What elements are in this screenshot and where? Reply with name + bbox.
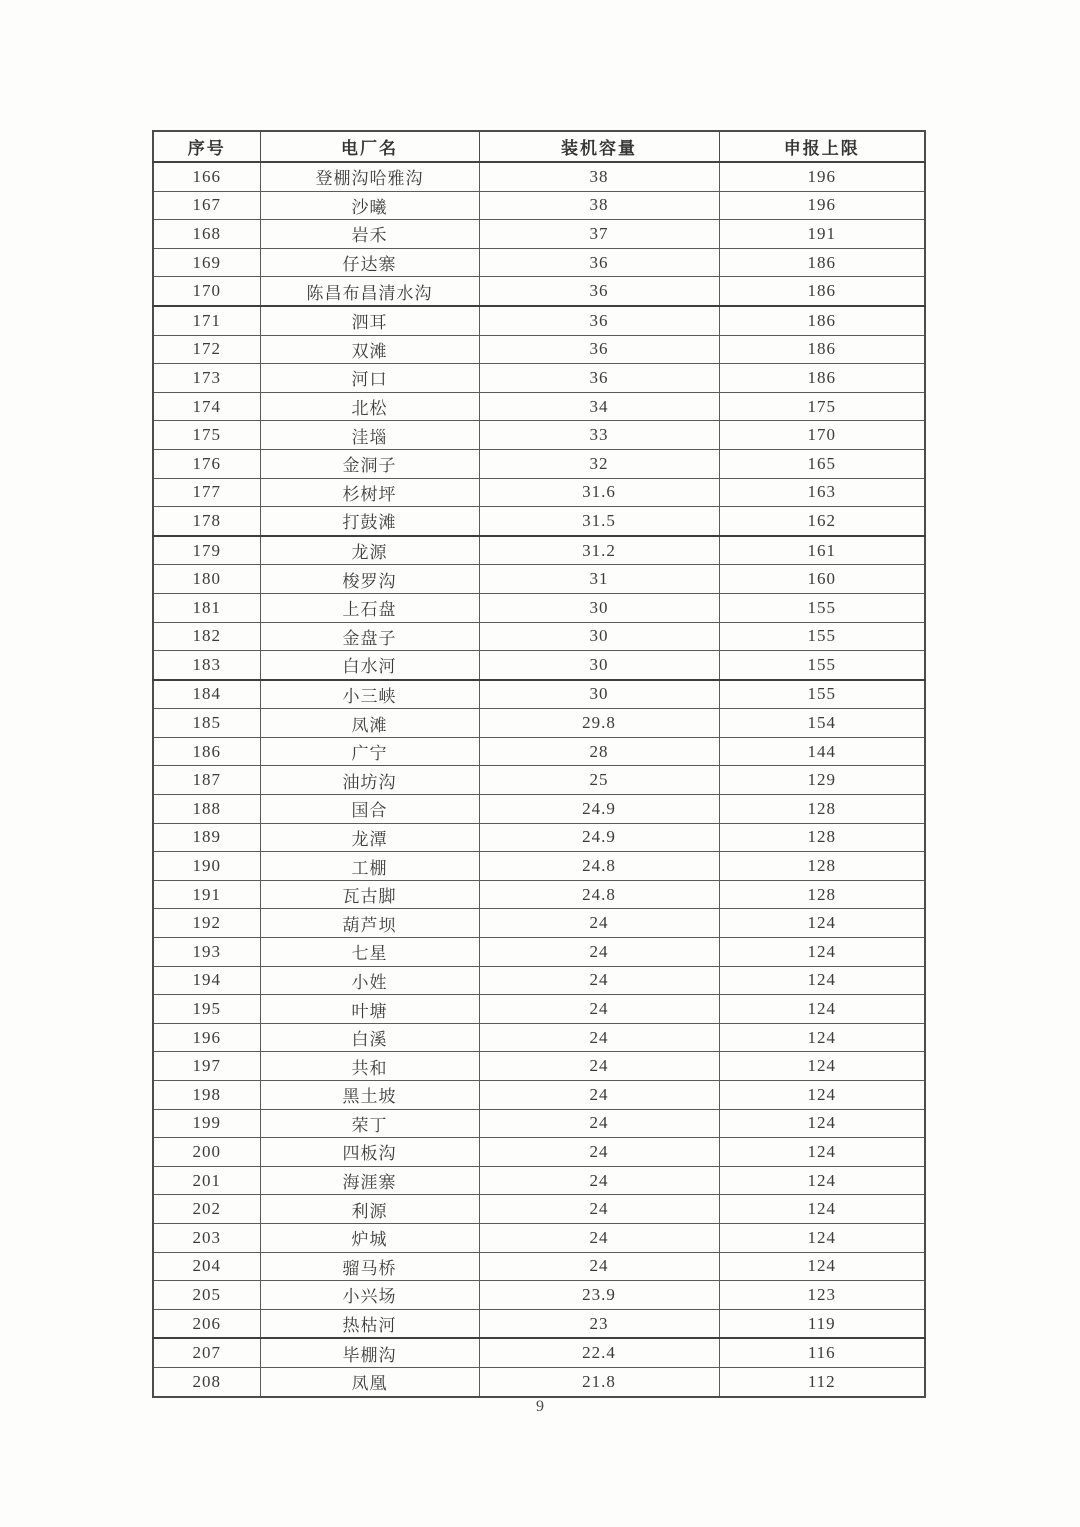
- cell-index: 205: [153, 1281, 260, 1310]
- cell-installed-capacity: 24.8: [479, 880, 719, 909]
- cell-plant-name: 登棚沟哈雅沟: [260, 162, 479, 191]
- cell-index: 187: [153, 766, 260, 795]
- cell-plant-name: 洼堖: [260, 421, 479, 450]
- cell-index: 177: [153, 478, 260, 507]
- cell-plant-name: 沙曦: [260, 191, 479, 220]
- cell-index: 188: [153, 795, 260, 824]
- cell-installed-capacity: 24.8: [479, 852, 719, 881]
- cell-plant-name: 北松: [260, 392, 479, 421]
- cell-index: 203: [153, 1223, 260, 1252]
- cell-plant-name: 龙潭: [260, 823, 479, 852]
- cell-bid-upper-limit: 186: [719, 364, 925, 393]
- cell-installed-capacity: 36: [479, 306, 719, 335]
- cell-installed-capacity: 36: [479, 248, 719, 277]
- cell-index: 176: [153, 449, 260, 478]
- table-header: [153, 131, 925, 162]
- table-row: [153, 966, 925, 995]
- page-number: 9: [536, 1398, 544, 1415]
- cell-installed-capacity: 24.9: [479, 823, 719, 852]
- cell-index: 198: [153, 1081, 260, 1110]
- table-row: [153, 1052, 925, 1081]
- cell-bid-upper-limit: 161: [719, 536, 925, 565]
- cell-index: 183: [153, 651, 260, 680]
- cell-index: 189: [153, 823, 260, 852]
- table-row: [153, 1166, 925, 1195]
- cell-bid-upper-limit: 154: [719, 709, 925, 738]
- cell-installed-capacity: 29.8: [479, 709, 719, 738]
- cell-plant-name: 凤凰: [260, 1367, 479, 1396]
- table-body: [153, 162, 925, 1397]
- table-row: [153, 1109, 925, 1138]
- table-row: [153, 1138, 925, 1167]
- cell-index: 186: [153, 737, 260, 766]
- cell-plant-name: 金盘子: [260, 622, 479, 651]
- cell-bid-upper-limit: 123: [719, 1281, 925, 1310]
- cell-plant-name: 国合: [260, 795, 479, 824]
- cell-index: 173: [153, 364, 260, 393]
- cell-plant-name: 陈昌布昌清水沟: [260, 277, 479, 306]
- table-row: [153, 651, 925, 680]
- cell-index: 175: [153, 421, 260, 450]
- cell-plant-name: 共和: [260, 1052, 479, 1081]
- cell-installed-capacity: 31.2: [479, 536, 719, 565]
- cell-plant-name: 金洞子: [260, 449, 479, 478]
- cell-plant-name: 炉城: [260, 1223, 479, 1252]
- cell-bid-upper-limit: 191: [719, 220, 925, 249]
- cell-installed-capacity: 30: [479, 593, 719, 622]
- cell-plant-name: 双滩: [260, 335, 479, 364]
- table-row: [153, 1195, 925, 1224]
- cell-plant-name: 葫芦坝: [260, 909, 479, 938]
- cell-plant-name: 毕棚沟: [260, 1338, 479, 1367]
- cell-installed-capacity: 37: [479, 220, 719, 249]
- cell-index: 196: [153, 1023, 260, 1052]
- cell-plant-name: 叶塘: [260, 995, 479, 1024]
- table-row: [153, 248, 925, 277]
- table-row: [153, 565, 925, 594]
- cell-plant-name: 利源: [260, 1195, 479, 1224]
- cell-bid-upper-limit: 124: [719, 1252, 925, 1281]
- table-row: [153, 191, 925, 220]
- power-plant-table: [152, 130, 926, 1398]
- cell-plant-name: 七星: [260, 938, 479, 967]
- table-row: [153, 680, 925, 709]
- cell-bid-upper-limit: 124: [719, 966, 925, 995]
- cell-plant-name: 四板沟: [260, 1138, 479, 1167]
- cell-installed-capacity: 28: [479, 737, 719, 766]
- cell-bid-upper-limit: 186: [719, 335, 925, 364]
- cell-plant-name: 白水河: [260, 651, 479, 680]
- cell-installed-capacity: 24: [479, 995, 719, 1024]
- cell-plant-name: 龙源: [260, 536, 479, 565]
- cell-installed-capacity: 24: [479, 966, 719, 995]
- table-row: [153, 478, 925, 507]
- cell-bid-upper-limit: 124: [719, 1052, 925, 1081]
- cell-index: 190: [153, 852, 260, 881]
- cell-installed-capacity: 30: [479, 622, 719, 651]
- cell-bid-upper-limit: 124: [719, 1166, 925, 1195]
- cell-index: 174: [153, 392, 260, 421]
- table-row: [153, 1309, 925, 1338]
- cell-installed-capacity: 24: [479, 1252, 719, 1281]
- cell-installed-capacity: 38: [479, 162, 719, 191]
- table-row: [153, 1023, 925, 1052]
- cell-index: 172: [153, 335, 260, 364]
- cell-installed-capacity: 23: [479, 1309, 719, 1338]
- table-row: [153, 909, 925, 938]
- cell-bid-upper-limit: 128: [719, 852, 925, 881]
- cell-bid-upper-limit: 129: [719, 766, 925, 795]
- cell-bid-upper-limit: 124: [719, 1081, 925, 1110]
- cell-installed-capacity: 24: [479, 1052, 719, 1081]
- column-header-bid-upper-limit: 申报上限: [719, 131, 925, 162]
- cell-index: 182: [153, 622, 260, 651]
- cell-index: 171: [153, 306, 260, 335]
- header-row: [153, 131, 925, 162]
- cell-plant-name: 打鼓滩: [260, 507, 479, 536]
- cell-index: 179: [153, 536, 260, 565]
- cell-plant-name: 岩禾: [260, 220, 479, 249]
- cell-bid-upper-limit: 124: [719, 1138, 925, 1167]
- table-row: [153, 277, 925, 306]
- cell-bid-upper-limit: 165: [719, 449, 925, 478]
- cell-index: 169: [153, 248, 260, 277]
- cell-bid-upper-limit: 124: [719, 1023, 925, 1052]
- cell-installed-capacity: 32: [479, 449, 719, 478]
- cell-installed-capacity: 36: [479, 335, 719, 364]
- cell-index: 168: [153, 220, 260, 249]
- cell-plant-name: 工棚: [260, 852, 479, 881]
- cell-installed-capacity: 24: [479, 938, 719, 967]
- cell-plant-name: 小兴场: [260, 1281, 479, 1310]
- cell-installed-capacity: 24.9: [479, 795, 719, 824]
- cell-index: 206: [153, 1309, 260, 1338]
- table-row: [153, 880, 925, 909]
- cell-index: 191: [153, 880, 260, 909]
- cell-plant-name: 海涯寨: [260, 1166, 479, 1195]
- cell-installed-capacity: 36: [479, 364, 719, 393]
- cell-index: 185: [153, 709, 260, 738]
- cell-plant-name: 瓦古脚: [260, 880, 479, 909]
- cell-index: 178: [153, 507, 260, 536]
- table-row: [153, 1367, 925, 1396]
- cell-plant-name: 骝马桥: [260, 1252, 479, 1281]
- table-row: [153, 593, 925, 622]
- table-row: [153, 795, 925, 824]
- cell-bid-upper-limit: 160: [719, 565, 925, 594]
- cell-plant-name: 河口: [260, 364, 479, 393]
- cell-bid-upper-limit: 196: [719, 191, 925, 220]
- cell-bid-upper-limit: 128: [719, 795, 925, 824]
- table-row: [153, 507, 925, 536]
- cell-index: 195: [153, 995, 260, 1024]
- cell-index: 193: [153, 938, 260, 967]
- cell-installed-capacity: 24: [479, 909, 719, 938]
- cell-index: 202: [153, 1195, 260, 1224]
- cell-index: 192: [153, 909, 260, 938]
- table-row: [153, 737, 925, 766]
- table-row: [153, 392, 925, 421]
- cell-index: 166: [153, 162, 260, 191]
- table-row: [153, 335, 925, 364]
- cell-installed-capacity: 22.4: [479, 1338, 719, 1367]
- cell-bid-upper-limit: 155: [719, 651, 925, 680]
- cell-index: 201: [153, 1166, 260, 1195]
- cell-index: 180: [153, 565, 260, 594]
- cell-bid-upper-limit: 155: [719, 593, 925, 622]
- table-row: [153, 1338, 925, 1367]
- cell-installed-capacity: 24: [479, 1138, 719, 1167]
- table-row: [153, 938, 925, 967]
- cell-index: 200: [153, 1138, 260, 1167]
- cell-plant-name: 凤滩: [260, 709, 479, 738]
- cell-bid-upper-limit: 112: [719, 1367, 925, 1396]
- cell-bid-upper-limit: 144: [719, 737, 925, 766]
- cell-bid-upper-limit: 124: [719, 938, 925, 967]
- cell-bid-upper-limit: 155: [719, 622, 925, 651]
- column-header-installed-capacity: 装机容量: [479, 131, 719, 162]
- cell-installed-capacity: 30: [479, 651, 719, 680]
- cell-bid-upper-limit: 124: [719, 995, 925, 1024]
- cell-installed-capacity: 21.8: [479, 1367, 719, 1396]
- cell-bid-upper-limit: 163: [719, 478, 925, 507]
- cell-installed-capacity: 34: [479, 392, 719, 421]
- cell-bid-upper-limit: 186: [719, 277, 925, 306]
- cell-installed-capacity: 31.5: [479, 507, 719, 536]
- cell-index: 197: [153, 1052, 260, 1081]
- table-row: [153, 766, 925, 795]
- table-row: [153, 220, 925, 249]
- cell-plant-name: 油坊沟: [260, 766, 479, 795]
- cell-bid-upper-limit: 124: [719, 909, 925, 938]
- cell-installed-capacity: 31.6: [479, 478, 719, 507]
- cell-bid-upper-limit: 186: [719, 248, 925, 277]
- cell-bid-upper-limit: 128: [719, 823, 925, 852]
- cell-installed-capacity: 33: [479, 421, 719, 450]
- cell-bid-upper-limit: 124: [719, 1195, 925, 1224]
- cell-index: 184: [153, 680, 260, 709]
- table-row: [153, 449, 925, 478]
- table-row: [153, 536, 925, 565]
- cell-installed-capacity: 38: [479, 191, 719, 220]
- table-row: [153, 852, 925, 881]
- cell-index: 207: [153, 1338, 260, 1367]
- cell-installed-capacity: 24: [479, 1109, 719, 1138]
- cell-installed-capacity: 23.9: [479, 1281, 719, 1310]
- table-row: [153, 1223, 925, 1252]
- cell-plant-name: 上石盘: [260, 593, 479, 622]
- cell-index: 208: [153, 1367, 260, 1396]
- cell-bid-upper-limit: 170: [719, 421, 925, 450]
- cell-installed-capacity: 24: [479, 1166, 719, 1195]
- cell-bid-upper-limit: 162: [719, 507, 925, 536]
- table-row: [153, 1081, 925, 1110]
- table-row: [153, 1252, 925, 1281]
- cell-plant-name: 杉树坪: [260, 478, 479, 507]
- cell-index: 167: [153, 191, 260, 220]
- cell-bid-upper-limit: 128: [719, 880, 925, 909]
- cell-installed-capacity: 24: [479, 1223, 719, 1252]
- cell-installed-capacity: 24: [479, 1195, 719, 1224]
- table-row: [153, 306, 925, 335]
- cell-plant-name: 黑土坡: [260, 1081, 479, 1110]
- cell-bid-upper-limit: 124: [719, 1109, 925, 1138]
- cell-index: 204: [153, 1252, 260, 1281]
- column-header-plant-name: 电厂名: [260, 131, 479, 162]
- cell-plant-name: 小姓: [260, 966, 479, 995]
- cell-plant-name: 白溪: [260, 1023, 479, 1052]
- cell-plant-name: 梭罗沟: [260, 565, 479, 594]
- cell-plant-name: 热枯河: [260, 1309, 479, 1338]
- cell-installed-capacity: 24: [479, 1081, 719, 1110]
- table-row: [153, 622, 925, 651]
- table-row: [153, 421, 925, 450]
- cell-plant-name: 泗耳: [260, 306, 479, 335]
- cell-bid-upper-limit: 124: [719, 1223, 925, 1252]
- cell-plant-name: 仔达寨: [260, 248, 479, 277]
- cell-index: 181: [153, 593, 260, 622]
- cell-bid-upper-limit: 196: [719, 162, 925, 191]
- cell-installed-capacity: 24: [479, 1023, 719, 1052]
- cell-bid-upper-limit: 116: [719, 1338, 925, 1367]
- table-row: [153, 709, 925, 738]
- column-header-index: 序号: [153, 131, 260, 162]
- cell-index: 170: [153, 277, 260, 306]
- table-row: [153, 364, 925, 393]
- cell-bid-upper-limit: 186: [719, 306, 925, 335]
- cell-installed-capacity: 25: [479, 766, 719, 795]
- cell-bid-upper-limit: 155: [719, 680, 925, 709]
- cell-installed-capacity: 31: [479, 565, 719, 594]
- cell-plant-name: 小三峡: [260, 680, 479, 709]
- cell-plant-name: 广宁: [260, 737, 479, 766]
- cell-bid-upper-limit: 175: [719, 392, 925, 421]
- table-row: [153, 162, 925, 191]
- table-row: [153, 995, 925, 1024]
- cell-index: 199: [153, 1109, 260, 1138]
- table-row: [153, 1281, 925, 1310]
- cell-installed-capacity: 30: [479, 680, 719, 709]
- cell-bid-upper-limit: 119: [719, 1309, 925, 1338]
- cell-index: 194: [153, 966, 260, 995]
- cell-plant-name: 荣丁: [260, 1109, 479, 1138]
- table-row: [153, 823, 925, 852]
- cell-installed-capacity: 36: [479, 277, 719, 306]
